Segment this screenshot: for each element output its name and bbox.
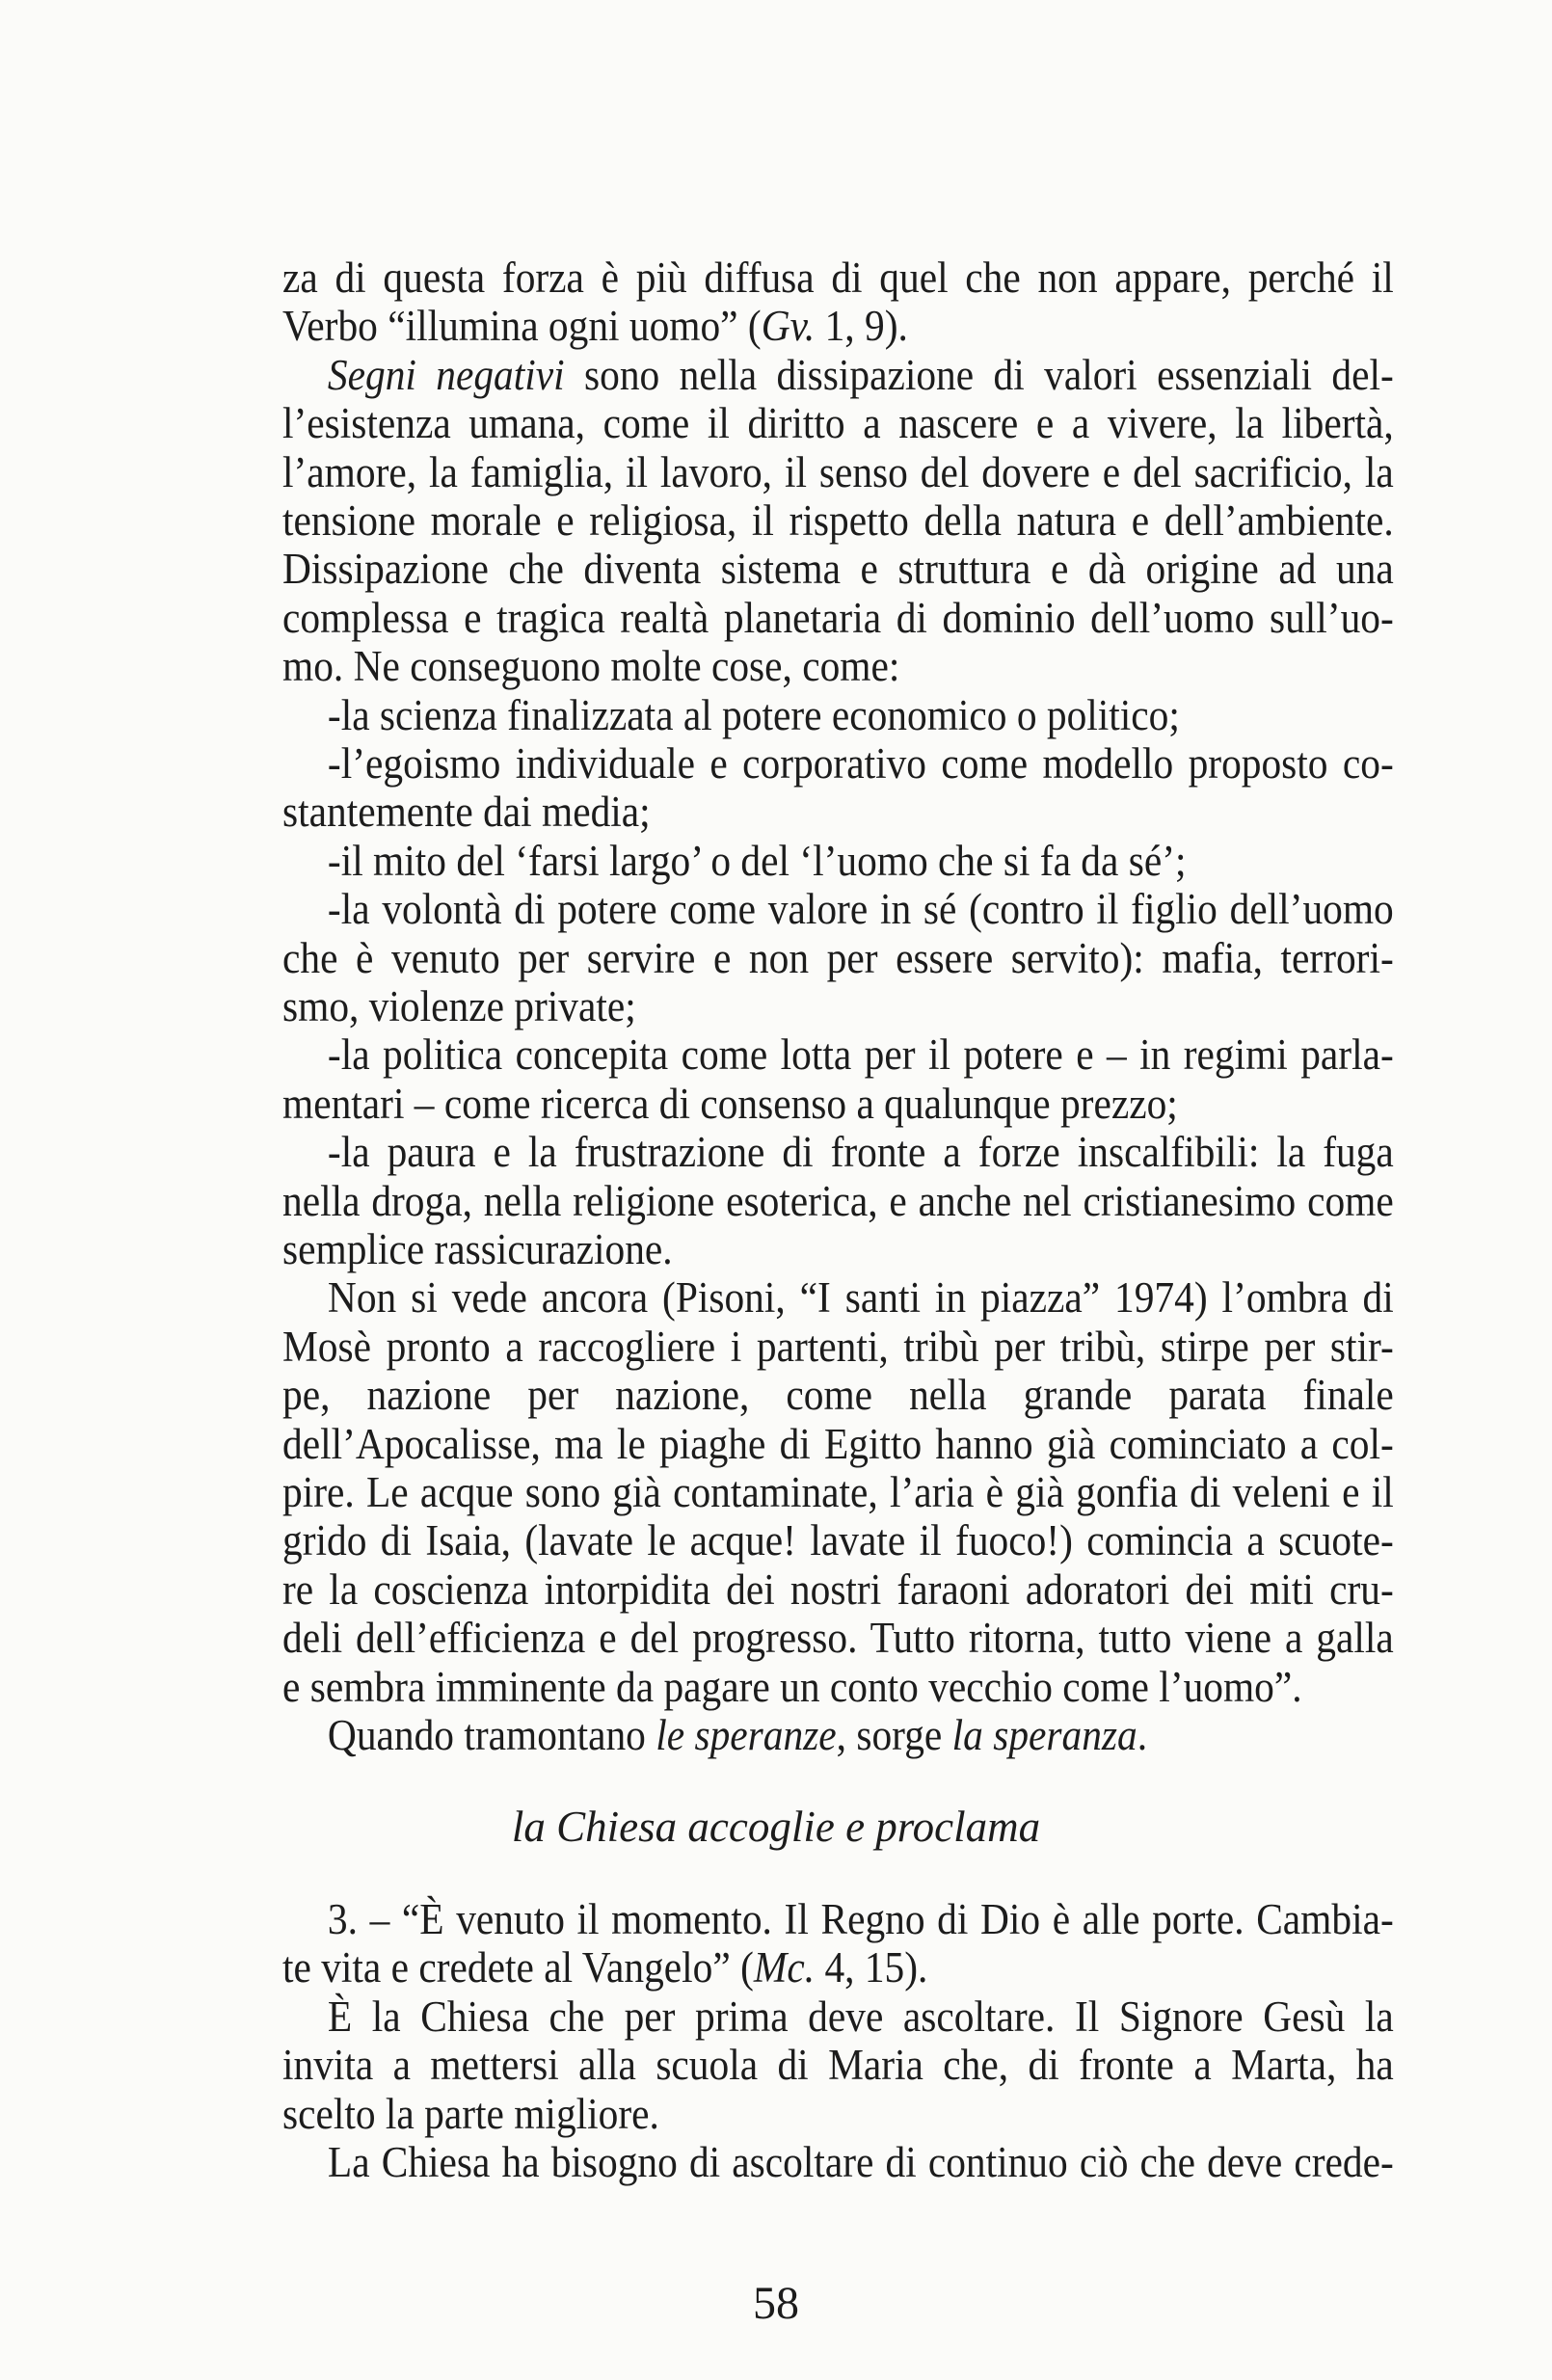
text-line <box>282 2041 1394 2089</box>
text-line <box>282 885 1394 933</box>
text-line <box>282 302 1394 350</box>
text-line <box>282 351 1394 399</box>
text-segment: dell’Apocalisse, ma le piaghe di Egitto hanno già cominciato a col- <box>282 1419 1394 1468</box>
text-segment: -la scienza finalizzata al potere economico o politico; <box>327 690 1180 739</box>
text-line <box>282 1128 1394 1176</box>
text-segment: Mosè pronto a raccogliere i partenti, tribù per tribù, stirpe per stir- <box>282 1322 1394 1371</box>
text-line <box>282 594 1394 642</box>
text-line <box>282 1323 1394 1371</box>
text-line <box>282 837 1394 885</box>
text-line <box>282 1565 1394 1614</box>
text-line <box>282 788 1394 836</box>
section-heading: la Chiesa accoglie e proclama <box>511 1803 1041 1851</box>
italic-text: le speranze <box>656 1711 837 1759</box>
text-segment: , sorge <box>836 1711 952 1759</box>
text-segment: invita a mettersi alla scuola di Maria che, di fronte a Marta, ha <box>282 2041 1394 2090</box>
text-segment: Verbo “illumina ogni uomo” ( <box>282 302 762 351</box>
text-segment: pe, nazione per nazione, come nella grande parata finale <box>282 1371 1394 1420</box>
text-segment: . <box>1137 1711 1148 1759</box>
text-segment: scelto la parte migliore. <box>282 2089 659 2138</box>
text-segment: -il mito del ‘farsi largo’ o del ‘l’uomo che si fa da sé’; <box>327 836 1187 885</box>
text-line <box>282 1420 1394 1468</box>
text-line <box>282 545 1394 593</box>
text-segment: È la Chiesa che per prima deve ascoltare. Il Signore Gesù la <box>327 1992 1394 2041</box>
text-line <box>282 1614 1394 1662</box>
italic-text: Gv. <box>761 302 816 351</box>
text-segment: -la paura e la frustrazione di fronte a forze inscalfibili: la fuga <box>327 1128 1394 1177</box>
text-segment: nella droga, nella religione esoterica, e anche nel cristianesimo come <box>282 1176 1394 1225</box>
text-segment: complessa e tragica realtà planetaria di dominio dell’uomo sull’uo- <box>282 593 1394 642</box>
text-segment: -l’egoismo individuale e corporativo come modello proposto co- <box>327 739 1394 788</box>
text-segment: semplice rassicurazione. <box>282 1225 673 1273</box>
text-segment: te vita e credete al Vangelo” ( <box>282 1943 754 1992</box>
text-segment: mo. Ne conseguono molte cose, come: <box>282 642 900 691</box>
text-line <box>282 691 1394 739</box>
text-segment: stantemente dai media; <box>282 788 651 837</box>
text-line <box>282 496 1394 545</box>
text-segment: l’esistenza umana, come il diritto a nascere e a vivere, la libertà, <box>282 399 1394 448</box>
text-line <box>282 1030 1394 1079</box>
text-segment: che è venuto per servire e non per essere servito): mafia, terrori- <box>282 933 1394 982</box>
italic-text: Mc. <box>753 1943 816 1992</box>
text-line <box>282 1468 1394 1516</box>
text-segment: Quando tramontano <box>327 1711 656 1759</box>
text-line <box>282 2090 1394 2138</box>
text-segment: tensione morale e religiosa, il rispetto della natura e dell’ambiente. <box>282 496 1394 545</box>
text-line <box>282 1080 1394 1128</box>
text-segment: sono nella dissipazione di valori essenziali del- <box>564 350 1394 399</box>
text-segment: 3. – “È venuto il momento. Il Regno di Dio è alle porte. Cambia- <box>327 1895 1394 1943</box>
text-line <box>282 1371 1394 1419</box>
text-line <box>282 1273 1394 1322</box>
text-line <box>282 1177 1394 1225</box>
text-line <box>282 2138 1394 2186</box>
text-line <box>282 448 1394 496</box>
text-segment: Dissipazione che diventa sistema e struttura e dà origine ad una <box>282 545 1394 594</box>
text-segment: 4, 15). <box>815 1943 928 1992</box>
text-line <box>282 1895 1394 1943</box>
text-segment: Non si vede ancora (Pisoni, “I santi in piazza” 1974) l’ombra di <box>327 1273 1394 1323</box>
text-segment: pire. Le acque sono già contaminate, l’aria è già gonfia di veleni e il <box>282 1468 1394 1516</box>
text-segment: smo, violenze private; <box>282 982 636 1030</box>
text-line <box>282 642 1394 690</box>
text-segment: deli dell’efficienza e del progresso. Tutto ritorna, tutto viene a galla <box>282 1614 1394 1663</box>
text-segment: 1, 9). <box>815 302 908 351</box>
text-segment: re la coscienza intorpidita dei nostri faraoni adoratori dei miti cru- <box>282 1564 1394 1614</box>
text-line <box>282 1943 1394 1992</box>
italic-text: Segni negativi <box>327 350 565 399</box>
text-line <box>282 1516 1394 1564</box>
text-segment: mentari – come ricerca di consenso a qualunque prezzo; <box>282 1079 1178 1128</box>
text-segment: La Chiesa ha bisogno di ascoltare di continuo ciò che deve crede- <box>327 2138 1394 2186</box>
text-segment: grido di Isaia, (lavate le acque! lavate il fuoco!) comincia a scuote- <box>282 1516 1394 1565</box>
text-line <box>282 982 1394 1030</box>
italic-text: la speranza <box>951 1711 1137 1759</box>
text-segment: za di questa forza è più diffusa di quel che non appare, perché il <box>282 254 1394 302</box>
text-segment: -la volontà di potere come valore in sé (contro il figlio dell’uomo <box>327 885 1394 934</box>
text-line <box>282 739 1394 788</box>
text-line <box>282 934 1394 982</box>
text-line <box>282 399 1394 447</box>
page-number: 58 <box>753 2278 799 2329</box>
text-segment: -la politica concepita come lotta per il potere e – in regimi parla- <box>327 1030 1394 1080</box>
text-line <box>282 1663 1394 1711</box>
text-line <box>282 1225 1394 1273</box>
text-line <box>282 254 1394 302</box>
text-line <box>282 1711 1394 1759</box>
text-segment: e sembra imminente da pagare un conto vecchio come l’uomo”. <box>282 1662 1302 1711</box>
text-line <box>282 1992 1394 2041</box>
text-segment: l’amore, la famiglia, il lavoro, il senso del dovere e del sacrificio, la <box>282 447 1394 496</box>
